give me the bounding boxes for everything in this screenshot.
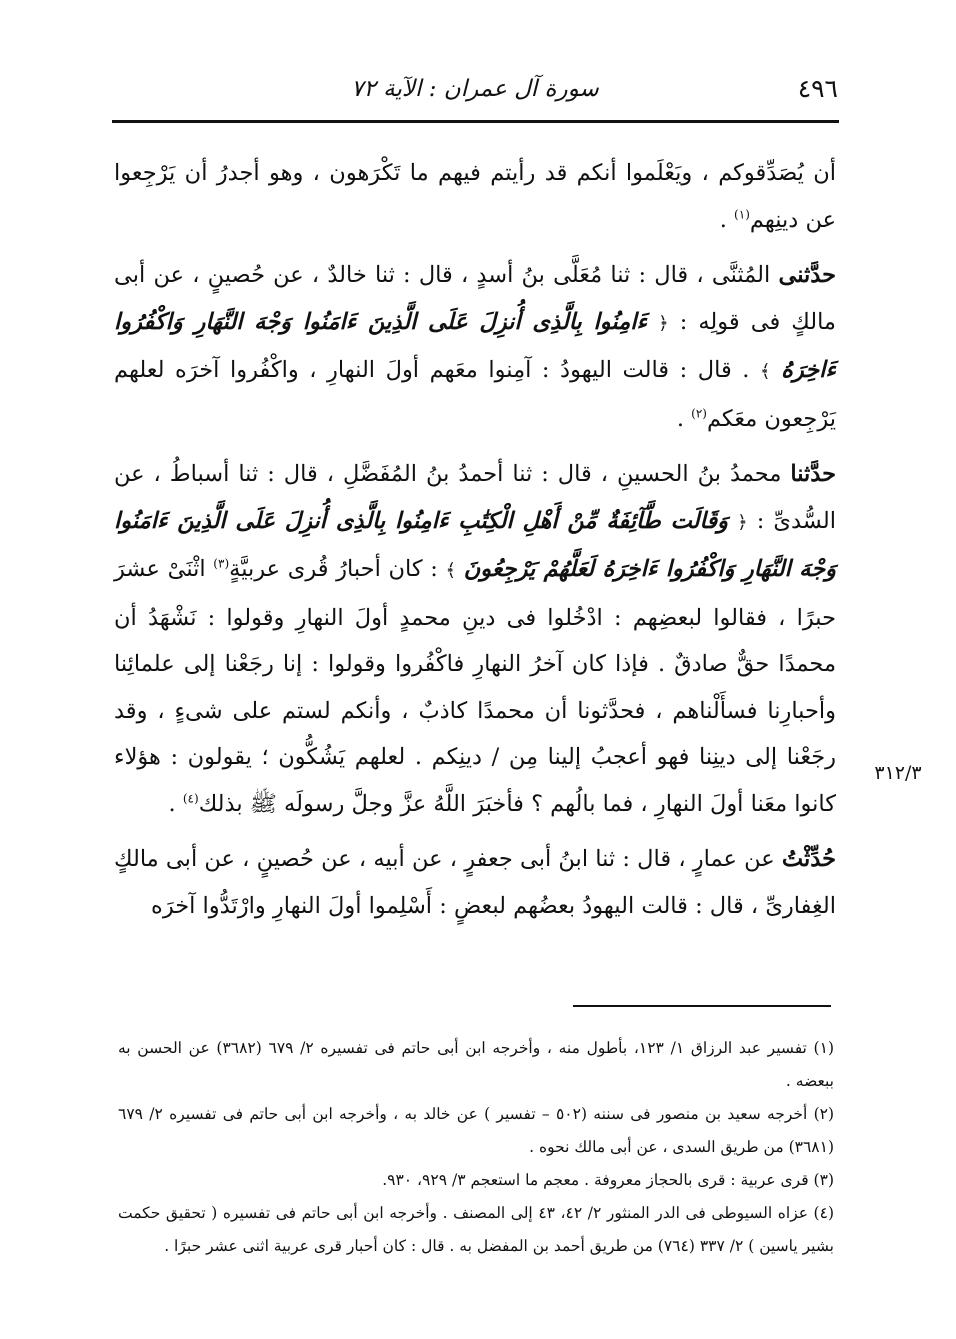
footnote-3: (٣) قرى عربية : قرى بالحجاز معروفة . معجم ما استعجم ٣/ ٩٢٩، ٩٣٠.: [382, 1171, 834, 1189]
paragraph-1-text: أن يُصَدِّقوكم ، ويَعْلَموا أنكم قد رأيتم فيهم ما تَكْرَهون ، وهو أجدرُ أن يَرْجِعوا عن دينِهم: [114, 160, 836, 233]
paragraph-3-text: محمدُ بنُ الحسينِ ، قال : ثنا أحمدُ بنُ المُفَضَّلِ ، قال : ثنا أسباطُ ، عن السُّدىِّ :: [114, 461, 836, 534]
footnotes: [118, 1032, 834, 1263]
paragraph-2-text: المُثنَّى ، قال : ثنا مُعَلَّى بنُ أسدٍ ، قال : ثنا خالدٌ ، عن حُصينٍ ، عن أبى مالكٍ فى قولِه :: [114, 262, 836, 335]
ornate-bracket-open-icon: ﴿: [658, 312, 669, 334]
footnote-rule: [573, 1005, 831, 1007]
page-number: ٤٩٦: [797, 74, 838, 103]
footnote-ref-3: (٣): [213, 556, 230, 571]
header-rule: [112, 120, 839, 123]
paragraph-2: [114, 252, 836, 442]
page-header: [112, 72, 838, 106]
paragraph-4-text: عن عمارٍ ، قال : ثنا ابنُ أبى جعفرٍ ، عن أبيه ، عن حُصينٍ ، عن أبى مالكٍ الغِفارىِّ ، قال : قالت اليهودُ بعضُهم لبعضٍ : أَسْلِموا أولَ النهارِ وارْتَدُّوا آخرَه: [114, 846, 836, 919]
marginal-reference: ٣١٢/٣: [874, 762, 922, 784]
footnote-ref-2: (٢): [691, 406, 707, 420]
footnote-2: (٢) أخرجه سعيد بن منصور فى سننه (٥٠٢ – تفسير ) عن خالد به ، وأخرجه ابن أبى حاتم فى تفسيره ٢/ ٦٧٩ (٣٦٨١) من طريق السدى ، عن أبى مالك نحوه .: [118, 1105, 835, 1156]
paragraph-1: [114, 150, 836, 243]
quran-verse: ءَامِنُوا بِالَّذِى أُنزِلَ عَلَى الَّذِينَ ءَامَنُوا وَجْهَ النَّهَارِ وَاكْفُرُوا ءَاخِرَهُ: [114, 308, 837, 383]
footnote-4: (٤) عزاه السيوطى فى الدر المنثور ٢/ ٤٢، ٤٣ إلى المصنف . وأخرجه ابن أبى حاتم فى تفسيره ( تحقيق حكمت بشير ياسين ) ٢/ ٣٣٧ (٧٦٤) من طريق أحمد بن المفضل به . قال : كان أحبار قرى عربية اثنى عشر حبرًا .: [118, 1204, 834, 1255]
paragraph-3: [114, 451, 836, 827]
paragraph-1-end: .: [719, 206, 735, 233]
footnote-ref-1: (١): [734, 207, 750, 221]
paragraph-2-lead: حدَّثنى: [778, 262, 836, 288]
paragraph-3-text3: اثْنَىْ عشرَ حبرًا ، فقالوا لبعضِهم : ادْخُلوا فى دينِ محمدٍ أولَ النهارِ وقولوا : نَشْهَدُ أن محمدًا حقٌّ صادقٌ . فإذا كان آخرُ النهارِ فاكْفُروا وقولوا : إنا رجَعْنا إلى علمائِنا وأحبارِنا فسأَلْناهم ، فحدَّثونا أن محمدًا كاذبٌ ، وأنكم لستم على شىءٍ ، وقد رجَعْنا إلى دينِنا فهو أعجبُ إلينا مِن / دينِكم . لعلهم يَشُكُّون ؛ يقولون : هؤلاء كانوا معَنا أولَ النهارِ ، فما بالُهم ؟ فأخبَرَ اللَّهُ عزَّ وجلَّ رسولَه ﷺ بذلك: [114, 556, 836, 817]
footnote-ref-4: (٤): [182, 791, 199, 805]
paragraph-4-lead: حُدِّثْتُ: [781, 846, 836, 872]
paragraph-4: [114, 836, 836, 929]
paragraph-2-text2: . قال : قالت اليهودُ : آمِنوا معَهم أولَ النهارِ ، واكْفُروا آخرَه لعلهم يَرْجِعون معَكم: [114, 357, 836, 432]
ornate-bracket-close-icon: ﴾: [759, 361, 771, 382]
running-title: سورة آل عمران : الآية ٧٢: [351, 76, 599, 102]
paragraph-3-end: .: [168, 790, 183, 817]
ornate-bracket-close-icon: ﴾: [445, 560, 457, 581]
footnote-1: (١) تفسير عبد الرزاق ١/ ١٢٣، بأطول منه ، وأخرجه ابن أبى حاتم فى تفسيره ٢/ ٦٧٩ (٣٦٨٢) عن الحسن به ببعضه .: [118, 1039, 834, 1090]
ornate-bracket-open-icon: ﴿: [737, 511, 748, 533]
main-text: [114, 150, 836, 929]
paragraph-2-end: .: [676, 405, 692, 432]
paragraph-3-text2: : كان أحبارُ قُرى عربيَّةٍ: [229, 556, 446, 582]
quran-verse: وَقَالَت طَّآئِفَةٌ مِّنْ أَهْلِ الْكِتَٰبِ ءَامِنُوا بِالَّذِى أُنزِلَ عَلَى الَّذِينَ ءَامَنُوا وَجْهَ النَّهَارِ وَاكْفُرُوا ءَاخِرَهُ لَعَلَّهُمْ يَرْجِعُونَ: [114, 507, 837, 582]
paragraph-3-lead: حدَّثنا: [790, 461, 836, 487]
